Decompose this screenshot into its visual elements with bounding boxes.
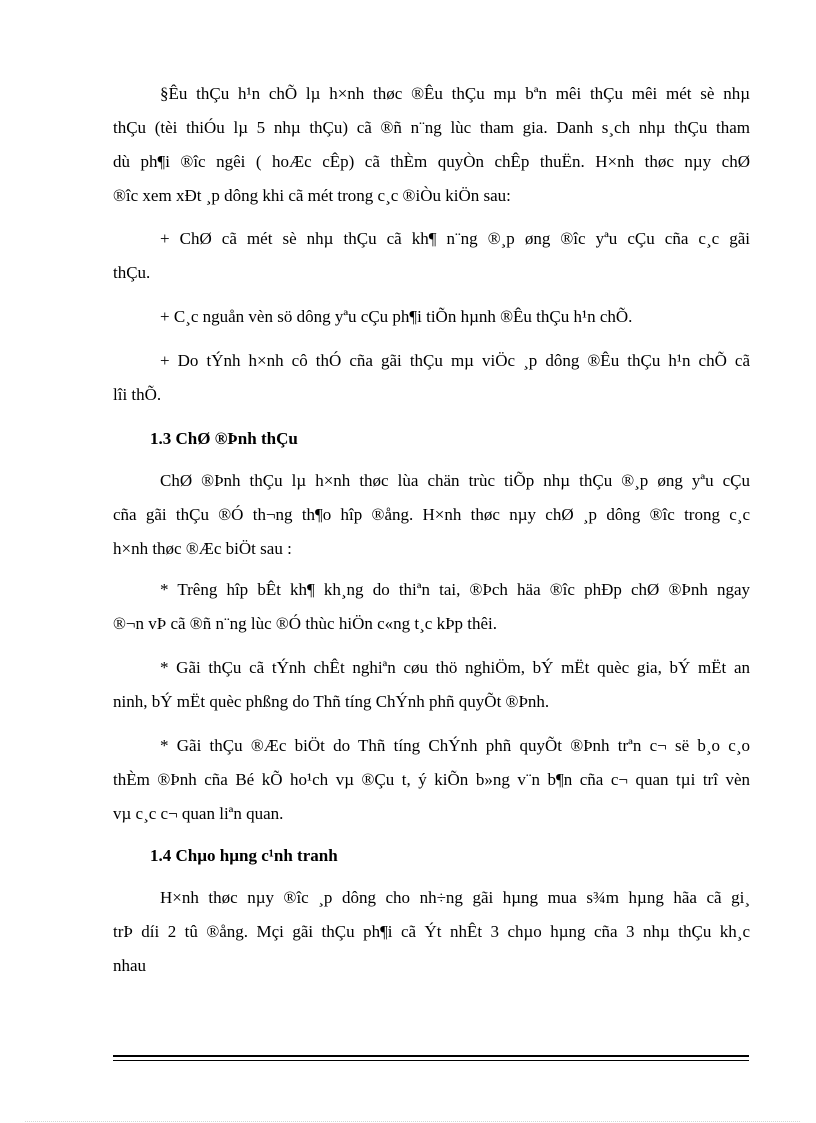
list-line: thÈm ®Þnh cña Bé kÕ ho¹ch vµ ®Çu t, ý kiÕn b»ng v¨n b¶n cña c¬ quan tµi trî vèn bbox=[113, 770, 750, 789]
bullet-line: lîi thÕ. bbox=[113, 385, 162, 404]
bullet-line: + Do tÝnh h×nh cô thÓ cña gãi thÇu mµ viÖc ¸p dông ®Êu thÇu h¹n chÕ cã bbox=[160, 351, 750, 370]
paragraph-line: nhau bbox=[113, 956, 147, 975]
paragraph-line: ®îc xem xÐt ¸p dông khi cã mét trong c¸c ®iÒu kiÖn sau: bbox=[113, 186, 511, 205]
bullet-line: + C¸c nguån vèn sö dông yªu cÇu ph¶i tiÕn hµnh ®Êu thÇu h¹n chÕ. bbox=[160, 307, 633, 326]
list-line: * Gãi thÇu ®Æc biÖt do Thñ tíng ChÝnh phñ quyÕt ®Þnh trªn c¬ së b¸o c¸o bbox=[160, 736, 750, 755]
list-line: ninh, bÝ mËt quèc phßng do Thñ tíng ChÝnh phñ quyÕt ®Þnh. bbox=[113, 692, 550, 711]
list-line: vµ c¸c c¬ quan liªn quan. bbox=[113, 804, 284, 823]
paragraph-line: cña gãi thÇu ®Ó th¬ng th¶o hîp ®ång. H×nh thøc nµy chØ ¸p dông ®îc trong c¸c bbox=[113, 505, 750, 524]
bullet-line: thÇu. bbox=[113, 263, 151, 282]
paragraph-line: trÞ díi 2 tû ®ång. Mçi gãi thÇu ph¶i cã Ýt nhÊt 3 chµo hµng cña 3 nhµ thÇu kh¸c bbox=[113, 922, 750, 941]
page-edge-dots bbox=[25, 1121, 800, 1122]
paragraph-line: thÇu (tèi thiÓu lµ 5 nhµ thÇu) cã ®ñ n¨ng lùc tham gia. Danh s¸ch nhµ thÇu tham bbox=[113, 118, 750, 137]
list-line: * Trêng hîp bÊt kh¶ kh¸ng do thiªn tai, ®Þch häa ®îc phÐp chØ ®Þnh ngay bbox=[160, 580, 750, 599]
paragraph-line: ChØ ®Þnh thÇu lµ h×nh thøc lùa chän trùc tiÕp nhµ thÇu ®¸p øng yªu cÇu bbox=[160, 471, 750, 490]
footer-rule bbox=[113, 1060, 749, 1061]
paragraph-line: dù ph¶i ®îc ngêi ( hoÆc cÊp) cã thÈm quyÒn chÊp thuËn. H×nh thøc nµy chØ bbox=[113, 152, 750, 171]
footer-rule bbox=[113, 1055, 749, 1057]
paragraph-line: §Êu thÇu h¹n chÕ lµ h×nh thøc ®Êu thÇu mµ bªn mêi thÇu mêi mét sè nhµ bbox=[160, 84, 750, 103]
list-line: * Gãi thÇu cã tÝnh chÊt nghiªn cøu thö nghiÖm, bÝ mËt quèc gia, bÝ mËt an bbox=[160, 658, 750, 677]
paragraph-line: h×nh thøc ®Æc biÖt sau : bbox=[113, 539, 292, 558]
section-heading: 1.4 Chµo hµng c¹nh tranh bbox=[150, 846, 338, 865]
section-heading: 1.3 ChØ ®Þnh thÇu bbox=[150, 429, 298, 448]
bullet-line: + ChØ cã mét sè nhµ thÇu cã kh¶ n¨ng ®¸p øng ®îc yªu cÇu cña c¸c gãi bbox=[160, 229, 750, 248]
list-line: ®¬n vÞ cã ®ñ n¨ng lùc ®Ó thùc hiÖn c«ng t¸c kÞp thêi. bbox=[113, 614, 498, 633]
paragraph-line: H×nh thøc nµy ®îc ¸p dông cho nh÷ng gãi hµng mua s¾m hµng hãa cã gi¸ bbox=[160, 888, 750, 907]
